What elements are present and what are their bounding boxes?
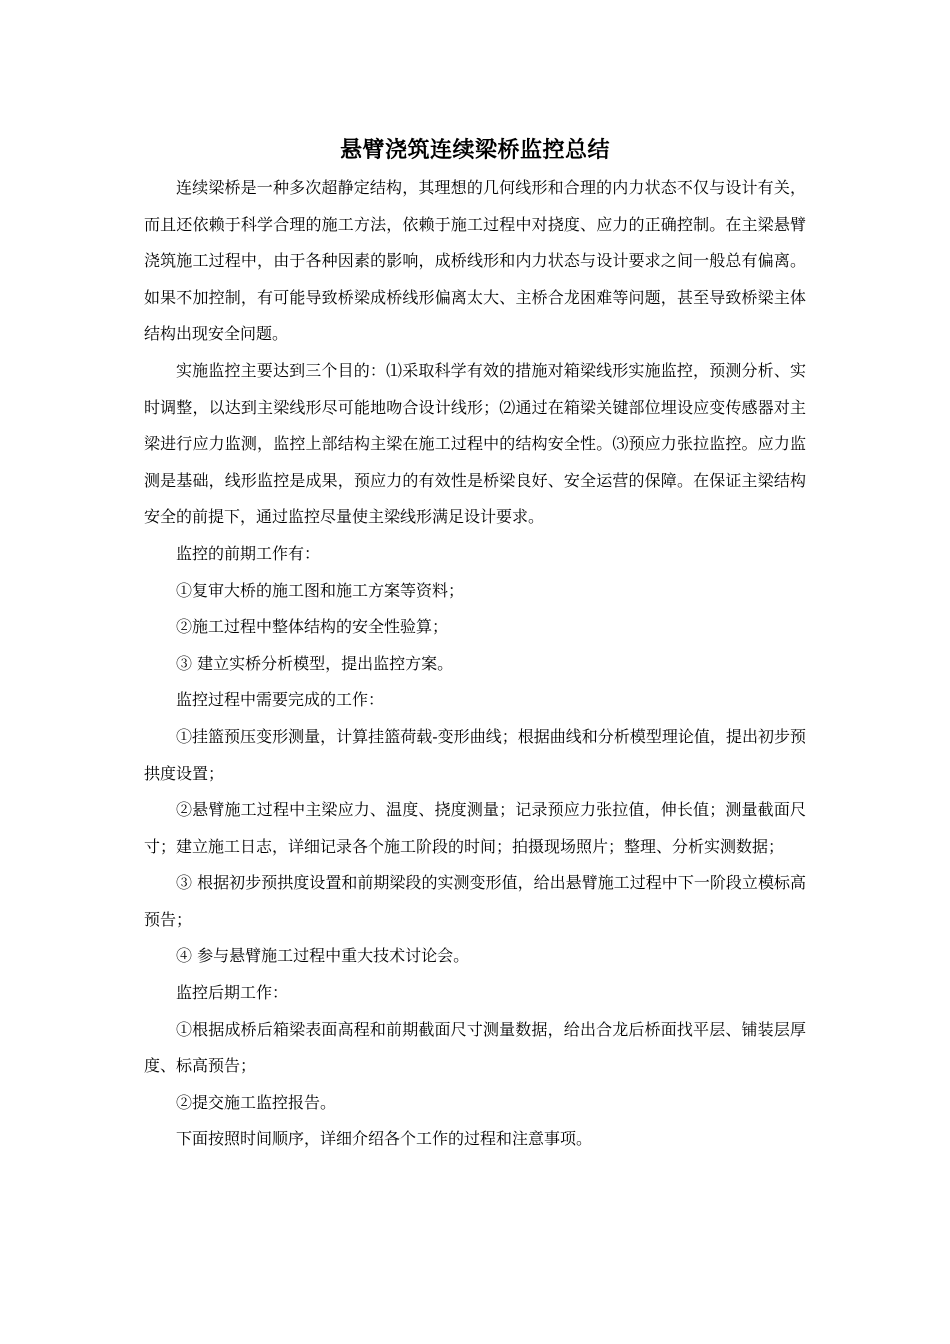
list-item: ③ 建立实桥分析模型，提出监控方案。 — [176, 653, 454, 673]
list-item: ④ 参与悬臂施工过程中重大技术讨论会。 — [176, 946, 470, 966]
paragraph-post-work-heading: 监控后期工作： — [176, 983, 289, 1003]
paragraph-process-work-heading: 监控过程中需要完成的工作： — [176, 690, 385, 710]
document-title: 悬臂浇筑连续梁桥监控总结 — [339, 138, 610, 163]
list-item: ②悬臂施工过程中主梁应力、温度、挠度测量；记录预应力张拉值，伸长值；测量截面尺寸；建立施工日志，详细记录各个施工阶段的时间；拍摄现场照片；整理、分析实测数据； — [144, 800, 806, 856]
paragraph-closing: 下面按照时间顺序，详细介绍各个工作的过程和注意事项。 — [176, 1129, 593, 1149]
paragraph-intro: 连续梁桥是一种多次超静定结构，其理想的几何线形和合理的内力状态不仅与设计有关，而且还依赖于科学合理的施工方法，依赖于施工过程中对挠度、应力的正确控制。在主梁悬臂浇筑施工过程中，由于各种因素的影响，成桥线形和内力状态与设计要求之间一般总有偏离。如果不加控制，有可能导致桥梁成桥线形偏离太大、主桥合龙困难等问题，甚至导致桥梁主体结构出现安全问题。 — [144, 178, 806, 344]
list-item: ①复审大桥的施工图和施工方案等资料； — [176, 580, 465, 600]
list-item: ③ 根据初步预拱度设置和前期梁段的实测变形值，给出悬臂施工过程中下一阶段立模标高预告； — [144, 873, 806, 929]
document-body — [144, 170, 806, 1158]
paragraph-objectives: 实施监控主要达到三个目的：⑴采取科学有效的措施对箱梁线形实施监控，预测分析、实时调整，以达到主梁线形尽可能地吻合设计线形；⑵通过在箱梁关键部位埋设应变传感器对主梁进行应力监测，监控上部结构主梁在施工过程中的结构安全性。⑶预应力张拉监控。应力监测是基础，线形监控是成果，预应力的有效性是桥梁良好、安全运营的保障。在保证主梁结构安全的前提下，通过监控尽量使主梁线形满足设计要求。 — [144, 360, 806, 527]
list-item: ②施工过程中整体结构的安全性验算； — [176, 617, 449, 637]
list-item: ①根据成桥后箱梁表面高程和前期截面尺寸测量数据，给出合龙后桥面找平层、铺装层厚度、标高预告； — [144, 1019, 806, 1076]
list-item: ②提交施工监控报告。 — [176, 1092, 337, 1112]
paragraph-pre-work-heading: 监控的前期工作有： — [176, 543, 321, 563]
list-item: ①挂篮预压变形测量，计算挂篮荷载-变形曲线；根据曲线和分析模型理论值，提出初步预拱度设置； — [144, 726, 806, 783]
